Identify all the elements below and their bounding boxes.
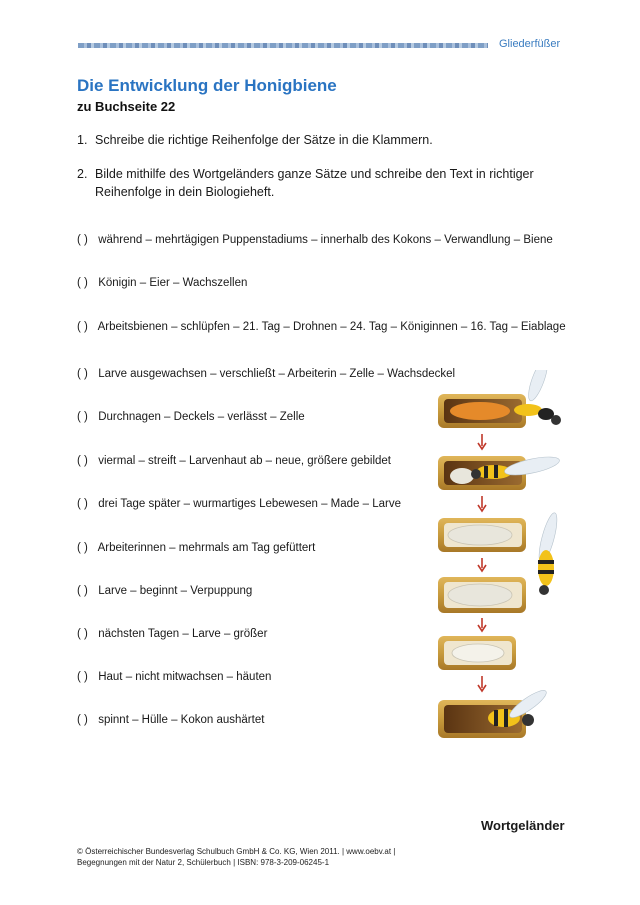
- row-text: viermal – streift – Larvenhaut ab – neue, größere gebildet: [98, 455, 391, 467]
- row-text: nächsten Tagen – Larve – größer: [98, 628, 268, 640]
- honeycomb-cell-icon: [438, 518, 526, 552]
- wortgelaender-row: [77, 714, 264, 726]
- answer-bracket[interactable]: ( ): [77, 455, 88, 467]
- row-text: drei Tage später – wurmartiges Lebewesen – Made – Larve: [98, 498, 401, 510]
- answer-bracket[interactable]: ( ): [77, 498, 88, 510]
- row-text: während – mehrtägigen Puppenstadiums – innerhalb des Kokons – Verwandlung – Biene: [98, 234, 553, 246]
- answer-bracket[interactable]: ( ): [77, 234, 88, 246]
- wortgelaender-row: [77, 542, 315, 554]
- task-text: Schreibe die richtige Reihenfolge der Sätze in die Klammern.: [95, 133, 433, 147]
- answer-bracket[interactable]: ( ): [77, 411, 88, 423]
- wortgelaender-row: [77, 277, 247, 289]
- task-number: 1.: [77, 133, 88, 147]
- header-decor-bar: [78, 43, 488, 48]
- wortgelaender-row: [77, 671, 271, 683]
- honeycomb-cell-icon: [438, 394, 526, 428]
- task-number: 2.: [77, 167, 88, 181]
- wortgelaender-row: [77, 234, 553, 246]
- down-arrow-icon: [478, 434, 486, 449]
- copyright-notice: [77, 846, 437, 868]
- task-text: Bilde mithilfe des Wortgeländers ganze Sätze und schreibe den Text in richtiger Reihenfolge in dein Biologieheft.: [95, 167, 534, 199]
- down-arrow-icon: [478, 558, 486, 571]
- answer-bracket[interactable]: ( ): [77, 714, 88, 726]
- row-text: Arbeiterinnen – mehrmals am Tag gefüttert: [97, 542, 316, 554]
- wortgelaender-row: [77, 411, 305, 423]
- down-arrow-icon: [478, 618, 486, 631]
- answer-bracket[interactable]: ( ): [77, 628, 88, 640]
- row-text: Königin – Eier – Wachszellen: [98, 277, 248, 289]
- row-text: spinnt – Hülle – Kokon aushärtet: [98, 714, 265, 726]
- copyright-line: Begegnungen mit der Natur 2, Schülerbuch | ISBN: 978-3-209-06245-1: [77, 858, 330, 867]
- page-title: Die Entwicklung der Honigbiene: [77, 76, 337, 95]
- wortgelaender-row: [77, 628, 267, 640]
- answer-bracket[interactable]: ( ): [77, 321, 88, 333]
- wortgelaender-row: [77, 321, 566, 333]
- wortgelaender-row: [77, 368, 455, 380]
- answer-bracket[interactable]: ( ): [77, 368, 88, 380]
- bee-development-illustration: [436, 370, 596, 750]
- wortgelaender-heading: Wortgeländer: [481, 818, 565, 833]
- row-text: Larve – beginnt – Verpuppung: [98, 585, 253, 597]
- honeycomb-cell-icon: [438, 577, 526, 613]
- wortgelaender-row: [77, 455, 391, 467]
- wortgelaender-row: [77, 585, 252, 597]
- task-2: [77, 165, 567, 201]
- task-1: [77, 131, 567, 149]
- answer-bracket[interactable]: ( ): [77, 585, 88, 597]
- answer-bracket[interactable]: ( ): [77, 671, 88, 683]
- section-label: Gliederfüßer: [499, 38, 561, 50]
- row-text: Durchnagen – Deckels – verlässt – Zelle: [98, 411, 305, 423]
- bee-icon: [535, 511, 560, 595]
- answer-bracket[interactable]: ( ): [77, 277, 88, 289]
- page-subtitle: zu Buchseite 22: [77, 99, 176, 114]
- row-text: Arbeitsbienen – schlüpfen – 21. Tag – Drohnen – 24. Tag – Königinnen – 16. Tag – Eiablage: [97, 321, 566, 333]
- down-arrow-icon: [478, 496, 486, 511]
- answer-bracket[interactable]: ( ): [77, 542, 88, 554]
- copyright-line: © Österreichischer Bundesverlag Schulbuch GmbH & Co. KG, Wien 2011. | www.oebv.at |: [77, 847, 396, 856]
- row-text: Haut – nicht mitwachsen – häuten: [98, 671, 272, 683]
- wortgelaender-row: [77, 498, 401, 510]
- honeycomb-cell-icon: [438, 636, 516, 670]
- row-text: Larve ausgewachsen – verschließt – Arbeiterin – Zelle – Wachsdeckel: [98, 368, 456, 380]
- down-arrow-icon: [478, 676, 486, 691]
